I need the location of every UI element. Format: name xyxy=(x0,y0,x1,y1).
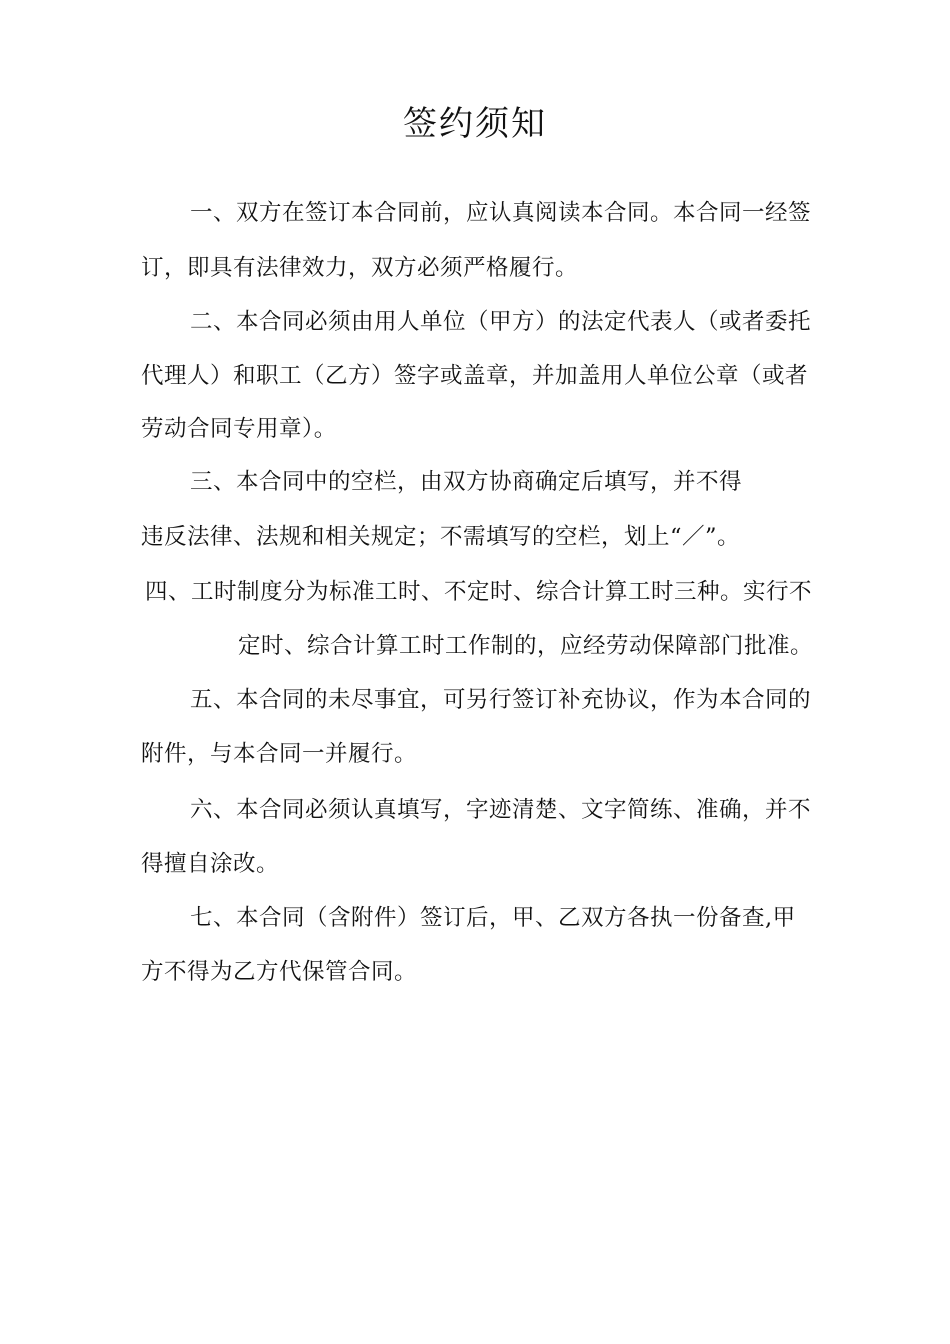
clause-5-line-2: 附件，与本合同一并履行。 xyxy=(141,741,418,767)
clause-5-line-1: 五、本合同的未尽事宜，可另行签订补充协议，作为本合同的 xyxy=(190,687,812,713)
clause-4-line-2: 定时、综合计算工时工作制的，应经劳动保障部门批准。 xyxy=(238,633,814,659)
clause-6-line-1: 六、本合同必须认真填写，字迹清楚、文字简练、准确，并不 xyxy=(190,797,812,823)
clause-6-line-2: 得擅自涂改。 xyxy=(141,851,280,877)
clause-7-line-2: 方不得为乙方代保管合同。 xyxy=(141,959,418,985)
document-title: 签约须知 xyxy=(403,104,547,144)
clause-1-line-1: 一、双方在签订本合同前，应认真阅读本合同。本合同一经签 xyxy=(190,200,812,226)
clause-3-line-1: 三、本合同中的空栏，由双方协商确定后填写，并不得 xyxy=(190,469,743,495)
clause-7-line-1: 七、本合同（含附件）签订后，甲、乙双方各执一份备查,甲 xyxy=(190,905,796,931)
clause-2-line-3: 劳动合同专用章）。 xyxy=(141,416,337,442)
clause-2-line-1: 二、本合同必须由用人单位（甲方）的法定代表人（或者委托 xyxy=(190,309,812,335)
clause-3-line-2: 违反法律、法规和相关规定；不需填写的空栏，划上“／”。 xyxy=(141,524,741,550)
clause-2-line-2: 代理人）和职工（乙方）签字或盖章，并加盖用人单位公章（或者 xyxy=(141,363,809,389)
clause-1-line-2: 订，即具有法律效力，双方必须严格履行。 xyxy=(141,255,579,281)
clause-4-line-1: 四、工时制度分为标准工时、不定时、综合计算工时三种。实行不 xyxy=(145,579,813,605)
